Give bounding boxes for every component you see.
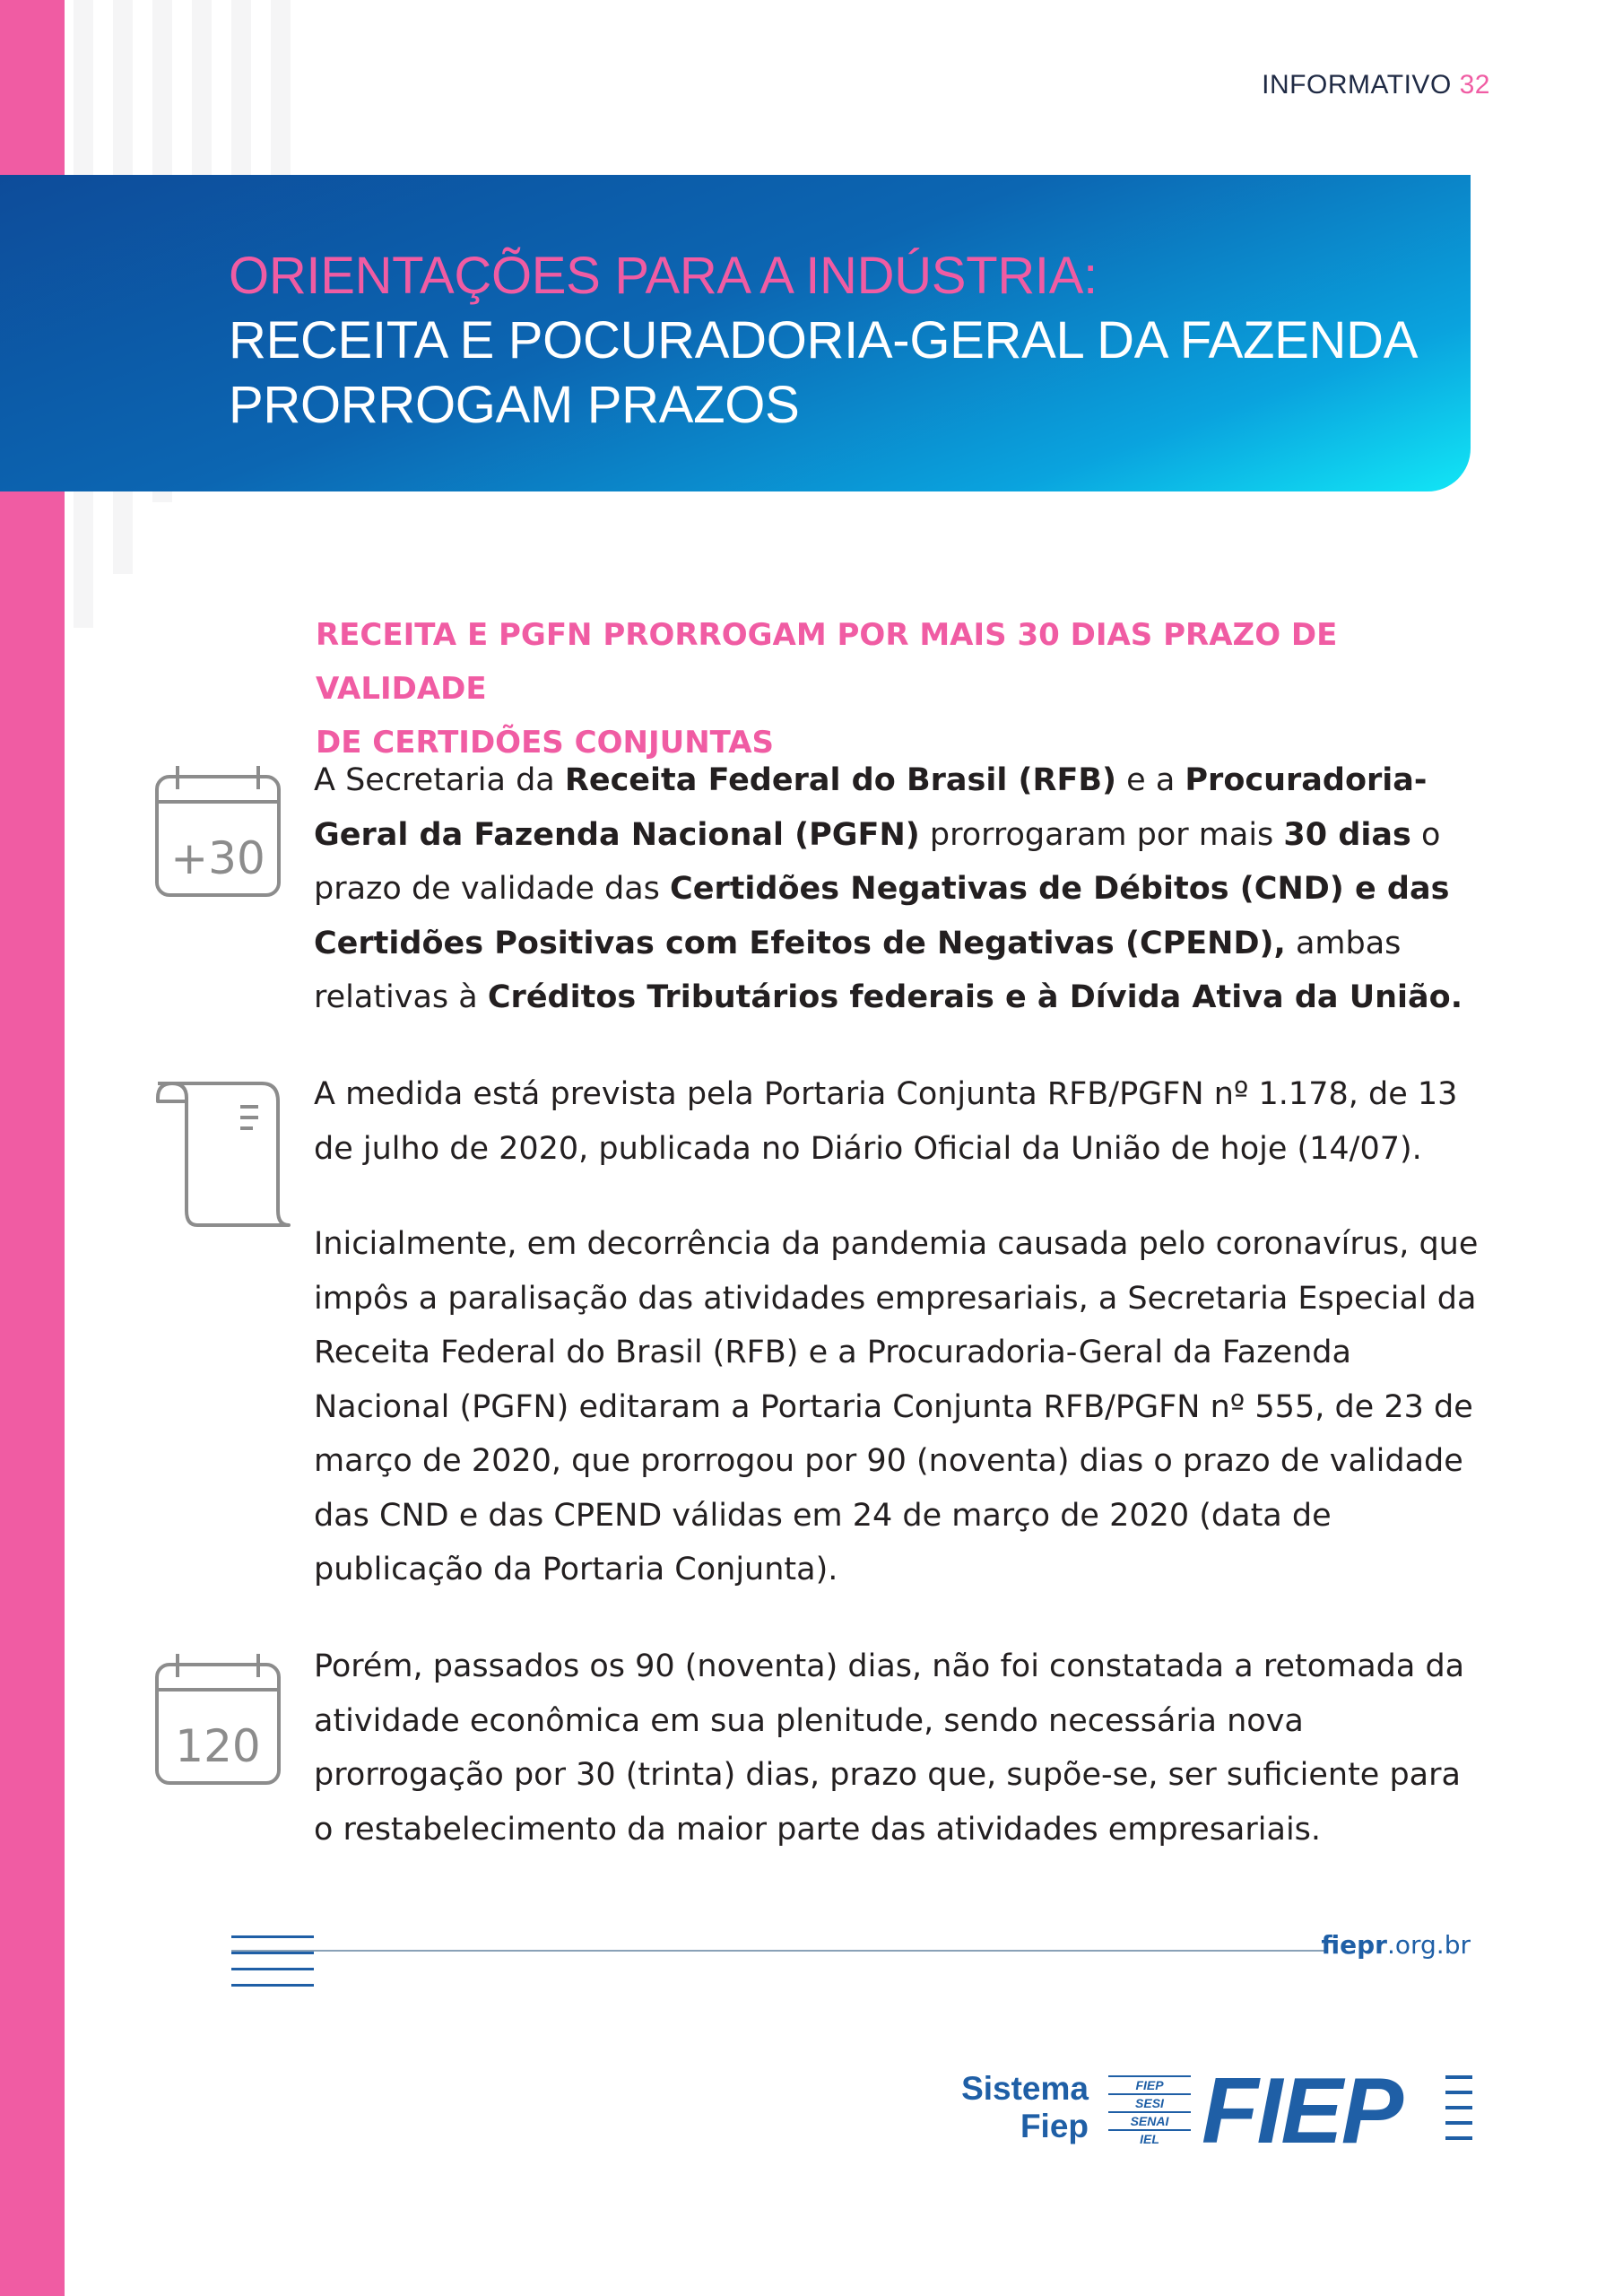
logo-entity-sesi: SESI [1108,2093,1191,2111]
p1-bold-pgfn: Procuradoria-Geral da Fazenda Nacional (PGFN) [314,762,1428,853]
subtitle-line-2: DE CERTIDÕES CONJUNTAS [316,725,775,761]
logo-entity-fiep: FIEP [1108,2075,1191,2093]
p1-text-4: o prazo de validade das [314,816,1441,907]
issue-label-text: INFORMATIVO [1262,70,1452,100]
page-title [229,244,1418,438]
title-line-2: RECEITA E POCURADORIA-GERAL DA FAZENDA [229,311,1419,370]
logo-sistema-fiep-text [949,2070,1089,2145]
footer-decorative-lines [231,1935,314,2000]
website-link[interactable] [1321,1930,1471,1960]
p1-bold-30-dias: 30 dias [1283,816,1411,853]
p1-text-3: prorrogaram por mais [919,816,1284,853]
paragraph-4: Porém, passados os 90 (noventa) dias, não foi constatada a retomada da atividade econômica em sua plenitude, sendo necessária nova prorrogação por 30 (trinta) dias, prazo que, supõe-se, ser suficiente para o restabelecimento da maior parte das atividades empresariais. [314,1648,1465,1848]
calendar-120-icon [154,1652,282,1788]
issue-label [1262,70,1490,100]
p1-text-5: ambas relativas à [314,925,1402,1015]
title-line-1: ORIENTAÇÕES PARA A INDÚSTRIA: [229,247,1098,305]
subtitle-line-1: RECEITA E PGFN PRORROGAM POR MAIS 30 DIAS PRAZO DE VALIDADE [316,617,1338,707]
calendar-plus-30-text: +30 [170,832,265,884]
paragraph-3: Inicialmente, em decorrência da pandemia causada pelo coronavírus, que impôs a paralisação das atividades empresariais, a Secretaria Especial da Receita Federal do Brasil (RFB) e a Procuradoria-Geral da Fazenda Nacional (PGFN) editaram a Portaria Conjunta RFB/PGFN nº 555, de 23 de março de 2020, que prorrogou por 90 (noventa) dias o prazo de validade das CND e das CPEND válidas em 24 de março de 2020 (data de publicação da Portaria Conjunta). [314,1226,1479,1587]
issue-number: 32 [1459,70,1490,100]
logo-fiep-wordmark: FIEP [1202,2059,1402,2163]
sistema-fiep-logo [949,2059,1481,2163]
footer-divider [231,1950,1327,1952]
website-link-rest: .org.br [1386,1930,1471,1960]
section-subtitle [316,608,1445,770]
p1-text-1: A Secretaria da [314,762,565,798]
document-scroll-icon [152,1076,298,1231]
paragraph-2: A medida está prevista pela Portaria Conjunta RFB/PGFN nº 1.178, de 13 de julho de 2020, publicada no Diário Oficial da União de hoje (14/07). [314,1076,1458,1167]
logo-fiep-word: Fiep [1020,2108,1089,2144]
logo-tick-marks [1445,2075,1472,2152]
p1-bold-creditos: Créditos Tributários federais e à Dívida Ativa da União. [487,979,1463,1015]
paragraph-1 [314,753,1480,1025]
p1-bold-certidoes: Certidões Negativas de Débitos (CND) e das Certidões Positivas com Efeitos de Negativas (CPEND), [314,871,1450,961]
logo-entities-stack [1108,2075,1191,2147]
calendar-plus-30-icon [154,764,282,900]
website-link-bold: fiepr [1321,1930,1387,1960]
logo-entity-senai: SENAI [1108,2111,1191,2129]
p1-text-2: e a [1116,762,1185,798]
logo-entity-iel: IEL [1108,2129,1191,2147]
logo-sistema-word: Sistema [961,2070,1089,2107]
p1-bold-rfb: Receita Federal do Brasil (RFB) [564,762,1117,798]
calendar-120-text: 120 [175,1720,261,1772]
title-line-3: PRORROGAM PRAZOS [229,376,800,434]
